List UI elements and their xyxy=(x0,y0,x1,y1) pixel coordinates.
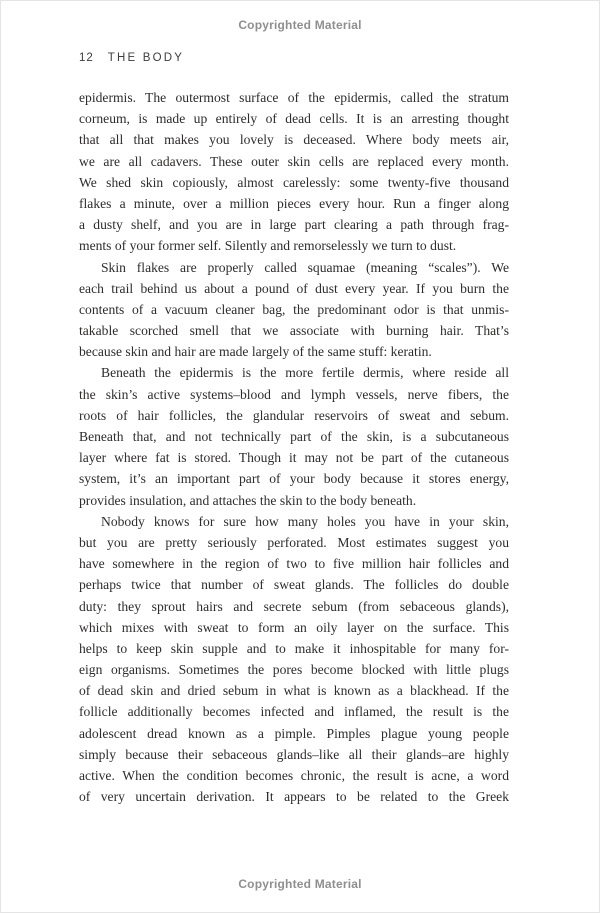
text-line: perhaps twice that number of sweat glands. The follicles do double xyxy=(79,577,509,593)
text-line: the skin’s active systems–blood and lymph vessels, nerve fibers, the xyxy=(79,386,509,402)
copyright-notice-top: Copyrighted Material xyxy=(238,18,362,32)
text-line: takable scorched smell that we associate with burning hair. That’s xyxy=(79,323,509,339)
page-number: 12 xyxy=(79,52,94,64)
text-line: each trail behind us about a pound of dust every year. If you burn the xyxy=(79,280,509,296)
text-line: active. When the condition becomes chronic, the result is acne, a word xyxy=(79,768,509,783)
text-line: ments of your former self. Silently and remorselessly we turn to dust. xyxy=(79,238,457,254)
text-line: follicle additionally becomes infected and inflamed, the result is the xyxy=(79,704,509,720)
text-line: flakes a minute, over a million pieces every hour. Run a finger along xyxy=(79,195,509,211)
body-text xyxy=(79,87,509,807)
text-line: that all that makes you lovely is deceased. Where body meets air, xyxy=(79,132,509,148)
text-line: adolescent dread known as a pimple. Pimples plague young people xyxy=(79,725,509,741)
text-line: have somewhere in the region of two to five million hair follicles and xyxy=(79,556,509,572)
text-line: a dusty shelf, and you are in large part clearing a path through frag- xyxy=(79,217,509,233)
text-line: Beneath the epidermis is the more fertile dermis, where reside all xyxy=(101,365,509,381)
text-line: system, it’s an important part of your body because it stores energy, xyxy=(79,471,509,487)
text-line: because skin and hair are made largely of the same stuff: keratin. xyxy=(79,344,432,360)
text-line: duty: they sprout hairs and secrete sebum (from sebaceous glands), xyxy=(79,598,509,614)
text-line: simply because their sebaceous glands–like all their glands–are highly xyxy=(79,746,509,762)
text-line: contents of a vacuum cleaner bag, the predominant odor is that unmis- xyxy=(79,301,509,317)
text-line: but you are pretty seriously perforated. Most estimates suggest you xyxy=(79,534,509,550)
text-line: epidermis. The outermost surface of the epidermis, called the stratum xyxy=(79,90,509,105)
text-line: provides insulation, and attaches the skin to the body beneath. xyxy=(79,492,417,508)
text-line: We shed skin copiously, almost carelessly: some twenty-five thousand xyxy=(79,174,509,190)
text-line: which mixes with sweat to form an oily layer on the surface. This xyxy=(79,619,509,635)
page-header xyxy=(79,52,184,64)
text-line: of very uncertain derivation. It appears to be related to the Greek xyxy=(79,789,509,805)
copyright-notice-bottom: Copyrighted Material xyxy=(238,877,362,891)
text-line: Nobody knows for sure how many holes you have in your skin, xyxy=(101,513,509,529)
text-line: of dead skin and dried sebum in what is known as a blackhead. If the xyxy=(79,683,509,699)
text-line: Skin flakes are properly called squamae (meaning “scales”). We xyxy=(101,259,509,275)
text-line: roots of hair follicles, the glandular reservoirs of sweat and sebum. xyxy=(79,407,509,423)
text-line: we are all cadavers. These outer skin cells are replaced every month. xyxy=(79,153,509,169)
text-line: corneum, is made up entirely of dead cells. It is an arresting thought xyxy=(79,111,509,127)
text-line: Beneath that, and not technically part of the skin, is a subcutaneous xyxy=(79,429,509,444)
text-line: eign organisms. Sometimes the pores become blocked with little plugs xyxy=(79,662,509,678)
running-title: THE BODY xyxy=(107,52,185,64)
text-line: helps to keep skin supple and to make it inhospitable for many for- xyxy=(79,640,509,656)
text-line: layer where fat is stored. Though it may not be part of the cutaneous xyxy=(79,450,509,466)
